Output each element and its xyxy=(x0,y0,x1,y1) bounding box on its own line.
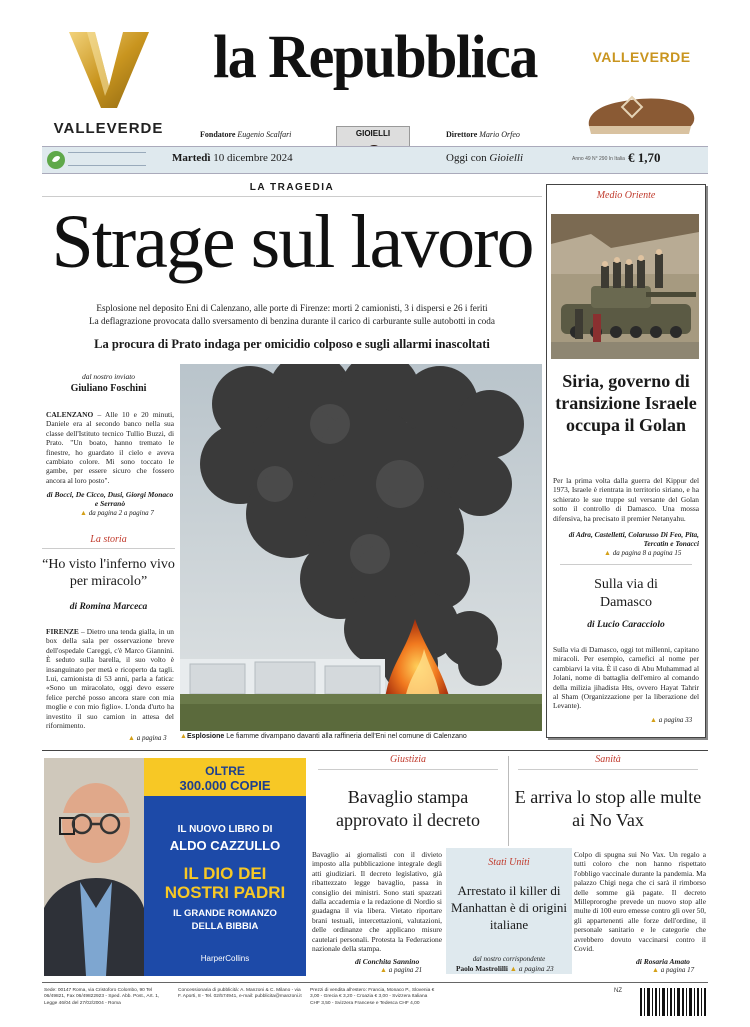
right-ad-brand: VALLEVERDE xyxy=(592,49,691,65)
main-deck-1: Esplosione nel deposito Eni di Calenzano, alle porte di Firenze: morti 2 camionisti, 3 i dispersi e 26 i feriti xyxy=(96,303,488,313)
clog-shoe-icon xyxy=(583,76,701,146)
main-headline[interactable]: Strage sul lavoro xyxy=(51,200,533,284)
side-page-ref: ▲ da pagina 8 a pagina 15 xyxy=(604,549,682,557)
footer-rule xyxy=(42,982,708,983)
side-sub-byline: di Lucio Caracciolo xyxy=(587,620,665,630)
masthead-title[interactable]: la Repubblica xyxy=(213,22,537,91)
today-with-line[interactable] xyxy=(446,152,523,164)
side-sub-page-ref: ▲ a pagina 33 xyxy=(650,716,693,724)
justice-rule xyxy=(318,769,498,770)
founder-line xyxy=(200,130,291,139)
tank-soldiers-image xyxy=(551,214,699,359)
main-byline-label: dal nostro inviato xyxy=(81,372,136,381)
main-photo[interactable] xyxy=(180,364,542,731)
side-page-ref-text: da pagina 8 a pagina 15 xyxy=(612,549,682,557)
eco-text xyxy=(68,152,146,166)
book-ad-line1: OLTRE xyxy=(205,764,245,778)
main-subhead[interactable]: La procura di Prato indaga per omicidio colposo e sugli allarmi inascoltati xyxy=(94,337,490,351)
book-ad-publisher: HarperCollins xyxy=(200,954,250,963)
side-photo[interactable] xyxy=(551,214,699,359)
director-label: Direttore xyxy=(446,130,478,139)
side-sub-body: Sulla via di Damasco, oggi tot millenni, capitano miracoli. Per esempio, carnefici al nome per cambiarvi la vita. È il caso di Abu Muhammad al Jolani, nome di battaglia dell'emiro al comando della milizia jihadista Hts, ovvero Hayat Tahrir al Sham (Organizzazione per la liberazione del Levante). xyxy=(553,645,699,711)
health-rule xyxy=(518,769,698,770)
footer-col3: Prezzi di vendita all'estero: Francia, Monaco P., Slovenia € 3,00 - Grecia € 3,20 - Croazia € 3,00 - Svizzera Italiana CHF 3,50 - Svizzera Francese e Tedesca CHF 4,00 xyxy=(310,988,435,1006)
book-ad[interactable] xyxy=(44,758,306,976)
book-ad-line2: 300.000 COPIE xyxy=(179,778,271,793)
director-line xyxy=(446,130,520,139)
justice-kicker: Giustizia xyxy=(389,754,427,765)
side-sub-page-ref-text: a pagina 33 xyxy=(658,716,693,724)
usa-headline[interactable]: Arrestato il killer di Manhattan è di origini italiane xyxy=(451,883,567,932)
author-photo xyxy=(44,758,144,976)
justice-page-ref-text: a pagina 21 xyxy=(388,966,423,974)
story2-rule xyxy=(42,548,175,549)
story2-kicker: La storia xyxy=(90,534,127,545)
book-ad-line4: ALDO CAZZULLO xyxy=(169,838,281,853)
left-ad[interactable] xyxy=(42,16,175,144)
footer-col1: Sede: 00147 Roma, via Cristoforo Colombo, 90 Tel 06/49821, Fax 06/49822923 - Sped. Abb. Post., Art. 1, Legge 46/04 del 27/02/2004 - Roma xyxy=(44,988,160,1006)
left-ad-brand: VALLEVERDE xyxy=(53,120,164,137)
health-credits: di Rosaria Amato xyxy=(636,957,690,966)
health-headline[interactable]: E arriva lo stop alle multe ai No Vax xyxy=(514,787,702,830)
usa-page-ref: a pagina 23 xyxy=(518,964,554,973)
right-ad[interactable] xyxy=(575,16,708,144)
price: € 1,70 xyxy=(628,150,661,165)
main-body-lead: CALENZANO xyxy=(46,410,94,419)
story2-body-lead: FIRENZE xyxy=(46,627,79,636)
main-body xyxy=(46,410,174,485)
bottom-divider xyxy=(508,756,509,846)
director-name: Mario Orfeo xyxy=(479,130,520,139)
justice-credits: di Conchita Sannino xyxy=(355,957,420,966)
book-ad-line6: NOSTRI PADRI xyxy=(164,883,286,902)
story2-body xyxy=(46,627,174,730)
issue-small-text: Anno 49 N° 290 In Italia xyxy=(572,156,625,162)
usa-byline: Paolo Mastrolilli xyxy=(456,964,508,973)
side-credits: di Adra, Castelletti, Colarusso Di Feo, Pita, Tercatin e Tonacci xyxy=(568,530,699,548)
founder-name: Eugenio Scalfari xyxy=(237,130,292,139)
main-kicker: LA TRAGEDIA xyxy=(249,182,335,193)
main-credits: di Bocci, De Cicco, Dusi, Giorgi Monaco e Serranò xyxy=(46,490,174,508)
barcode-icon xyxy=(640,988,706,1020)
footer-col2: Concessionaria di pubblicità: A. Manzoni & C. Milano - via F. Aporti, 8 - Tel. 02/574941, e-mail: pubblicita@manzoni.it xyxy=(178,988,302,1000)
book-ad-line3: IL NUOVO LIBRO DI xyxy=(177,824,273,835)
supplement-cover-title: GIOIELLI xyxy=(355,129,391,138)
explosion-smoke-image xyxy=(180,364,542,731)
supplement-name: Gioielli xyxy=(489,152,523,164)
main-byline: Giuliano Foschini xyxy=(70,383,147,394)
health-page-ref-text: a pagina 17 xyxy=(660,966,695,974)
usa-kicker: Stati Uniti xyxy=(488,857,530,868)
today-with-label: Oggi con xyxy=(446,152,487,164)
book-ad-line7: IL GRANDE ROMANZO xyxy=(173,908,277,919)
date-prefix: Martedì xyxy=(172,152,211,164)
eco-badge-icon xyxy=(46,150,66,170)
story2-byline: di Romina Marceca xyxy=(69,602,148,612)
main-page-ref-text: da pagina 2 a pagina 7 xyxy=(88,509,154,517)
justice-body: Bavaglio ai giornalisti con il divieto imposto alla pubblicazione integrale degli atti giudiziari. Il decreto legislativo, già ribattezzato legge bavaglio, passa in consiglio dei ministri. Sono stati spazzati dalla accademia e la redazione di Nordio si guadagna il via libera. Vietato riportare brani testuali, intercettazioni, valutazioni, delle ordinanze che applicano misure cautelari personali. Protesta la Federazione nazionale della stampa. xyxy=(312,850,442,954)
kicker-rule xyxy=(42,196,542,197)
story2-body-text: – Dietro una tenda gialla, in un box della sala per osservazione breve dell'ospedale Careggi, c'è Marco Giannini. È seduto sulla barella, il suo volto è insanguinato per metà e ricoperto da tagli. Lui, camionista di 53 anni, parla a fatica: «Sono un miracolato, oggi devo essere felice perché posso ancora stare con mia moglie e con mio figlio». L'onda d'urto ha investito il suo camion in attesa del rifornimento. xyxy=(46,627,174,731)
justice-page-ref: ▲ a pagina 21 xyxy=(380,966,423,974)
main-page-ref: ▲ da pagina 2 a pagina 7 xyxy=(80,509,154,517)
side-sub-headline[interactable]: Sulla via di Damasco xyxy=(594,577,658,610)
side-headline[interactable]: Siria, governo di transizione Israele occupa il Golan xyxy=(555,371,697,435)
book-ad-line5: IL DIO DEI xyxy=(183,864,267,883)
health-kicker: Sanità xyxy=(595,754,621,765)
caption-text: Le fiamme divampano davanti alla raffineria dell'Eni nel comune di Calenzano xyxy=(226,733,467,740)
side-body: Per la prima volta dalla guerra del Kippur del 1973, Israele è rientrata in territorio siriano, e ha schierato le sue truppe sul versante del Golan sotto il controllo di Damasco. Una mossa difensiva, ha precisato il premier Netanyahu. xyxy=(553,476,699,523)
usa-byline-line: Paolo Mastrolilli ▲ a pagina 23 xyxy=(456,964,554,973)
date-value: 10 dicembre 2024 xyxy=(213,152,293,164)
date-line xyxy=(172,152,293,164)
photo-caption: ▲Esplosione Le fiamme divampano davanti alla raffineria dell'Eni nel comune di Calenzano xyxy=(180,733,467,740)
bottom-rule xyxy=(42,750,708,751)
usa-byline-label: dal nostro corrispondente xyxy=(472,955,546,963)
story2-headline[interactable]: “Ho visto l'inferno vivo per miracolo” xyxy=(42,557,175,589)
book-ad-line8: DELLA BIBBIA xyxy=(191,921,259,932)
founder-label: Fondatore xyxy=(200,130,236,139)
caption-lead: Esplosione xyxy=(186,733,225,740)
footer-code: NZ xyxy=(614,988,622,994)
valleverde-logo-icon xyxy=(65,24,153,112)
author-portrait-image xyxy=(44,758,144,976)
story2-page-ref-text: a pagina 3 xyxy=(136,734,167,742)
justice-headline[interactable]: Bavaglio stampa approvato il decreto xyxy=(336,787,480,830)
side-kicker: Medio Oriente xyxy=(596,190,656,201)
main-deck-2: La deflagrazione provocata dallo sversamento di benzina durante il carico di carburante sulle autobotti in coda xyxy=(89,316,495,326)
side-rule xyxy=(560,564,692,565)
health-body: Colpo di spugna sui No Vax. Un regalo a tutti coloro che non hanno rispettato l'obbligo vaccinale durante la pandemia. Ma palazzo Chigi nega che ci sarà il rimborso delle somme già pagate. Il decreto Milleproroghe prevede un nuovo stop alle multe di 100 euro emesse contro gli over 50, gli appartenenti alle forze dell'ordine, il personale sanitario e le categorie che avrebbero dovuto vaccinarsi contro il Covid. xyxy=(574,850,706,954)
health-page-ref: ▲ a pagina 17 xyxy=(652,966,695,974)
story2-page-ref: ▲ a pagina 3 xyxy=(128,734,167,742)
main-body-text: – Alle 10 e 20 minuti, Daniele era al secondo banco nella sua classe dell'Istituto tecnico Tullio Buzzi, di Prato. "Un boato, hanno tremato le finestre, ho guardato il cielo e aveva cambiato colore. Mi sono toccato le gambe, per essere sicuro che fossero ancora al loro posto". xyxy=(46,410,174,485)
